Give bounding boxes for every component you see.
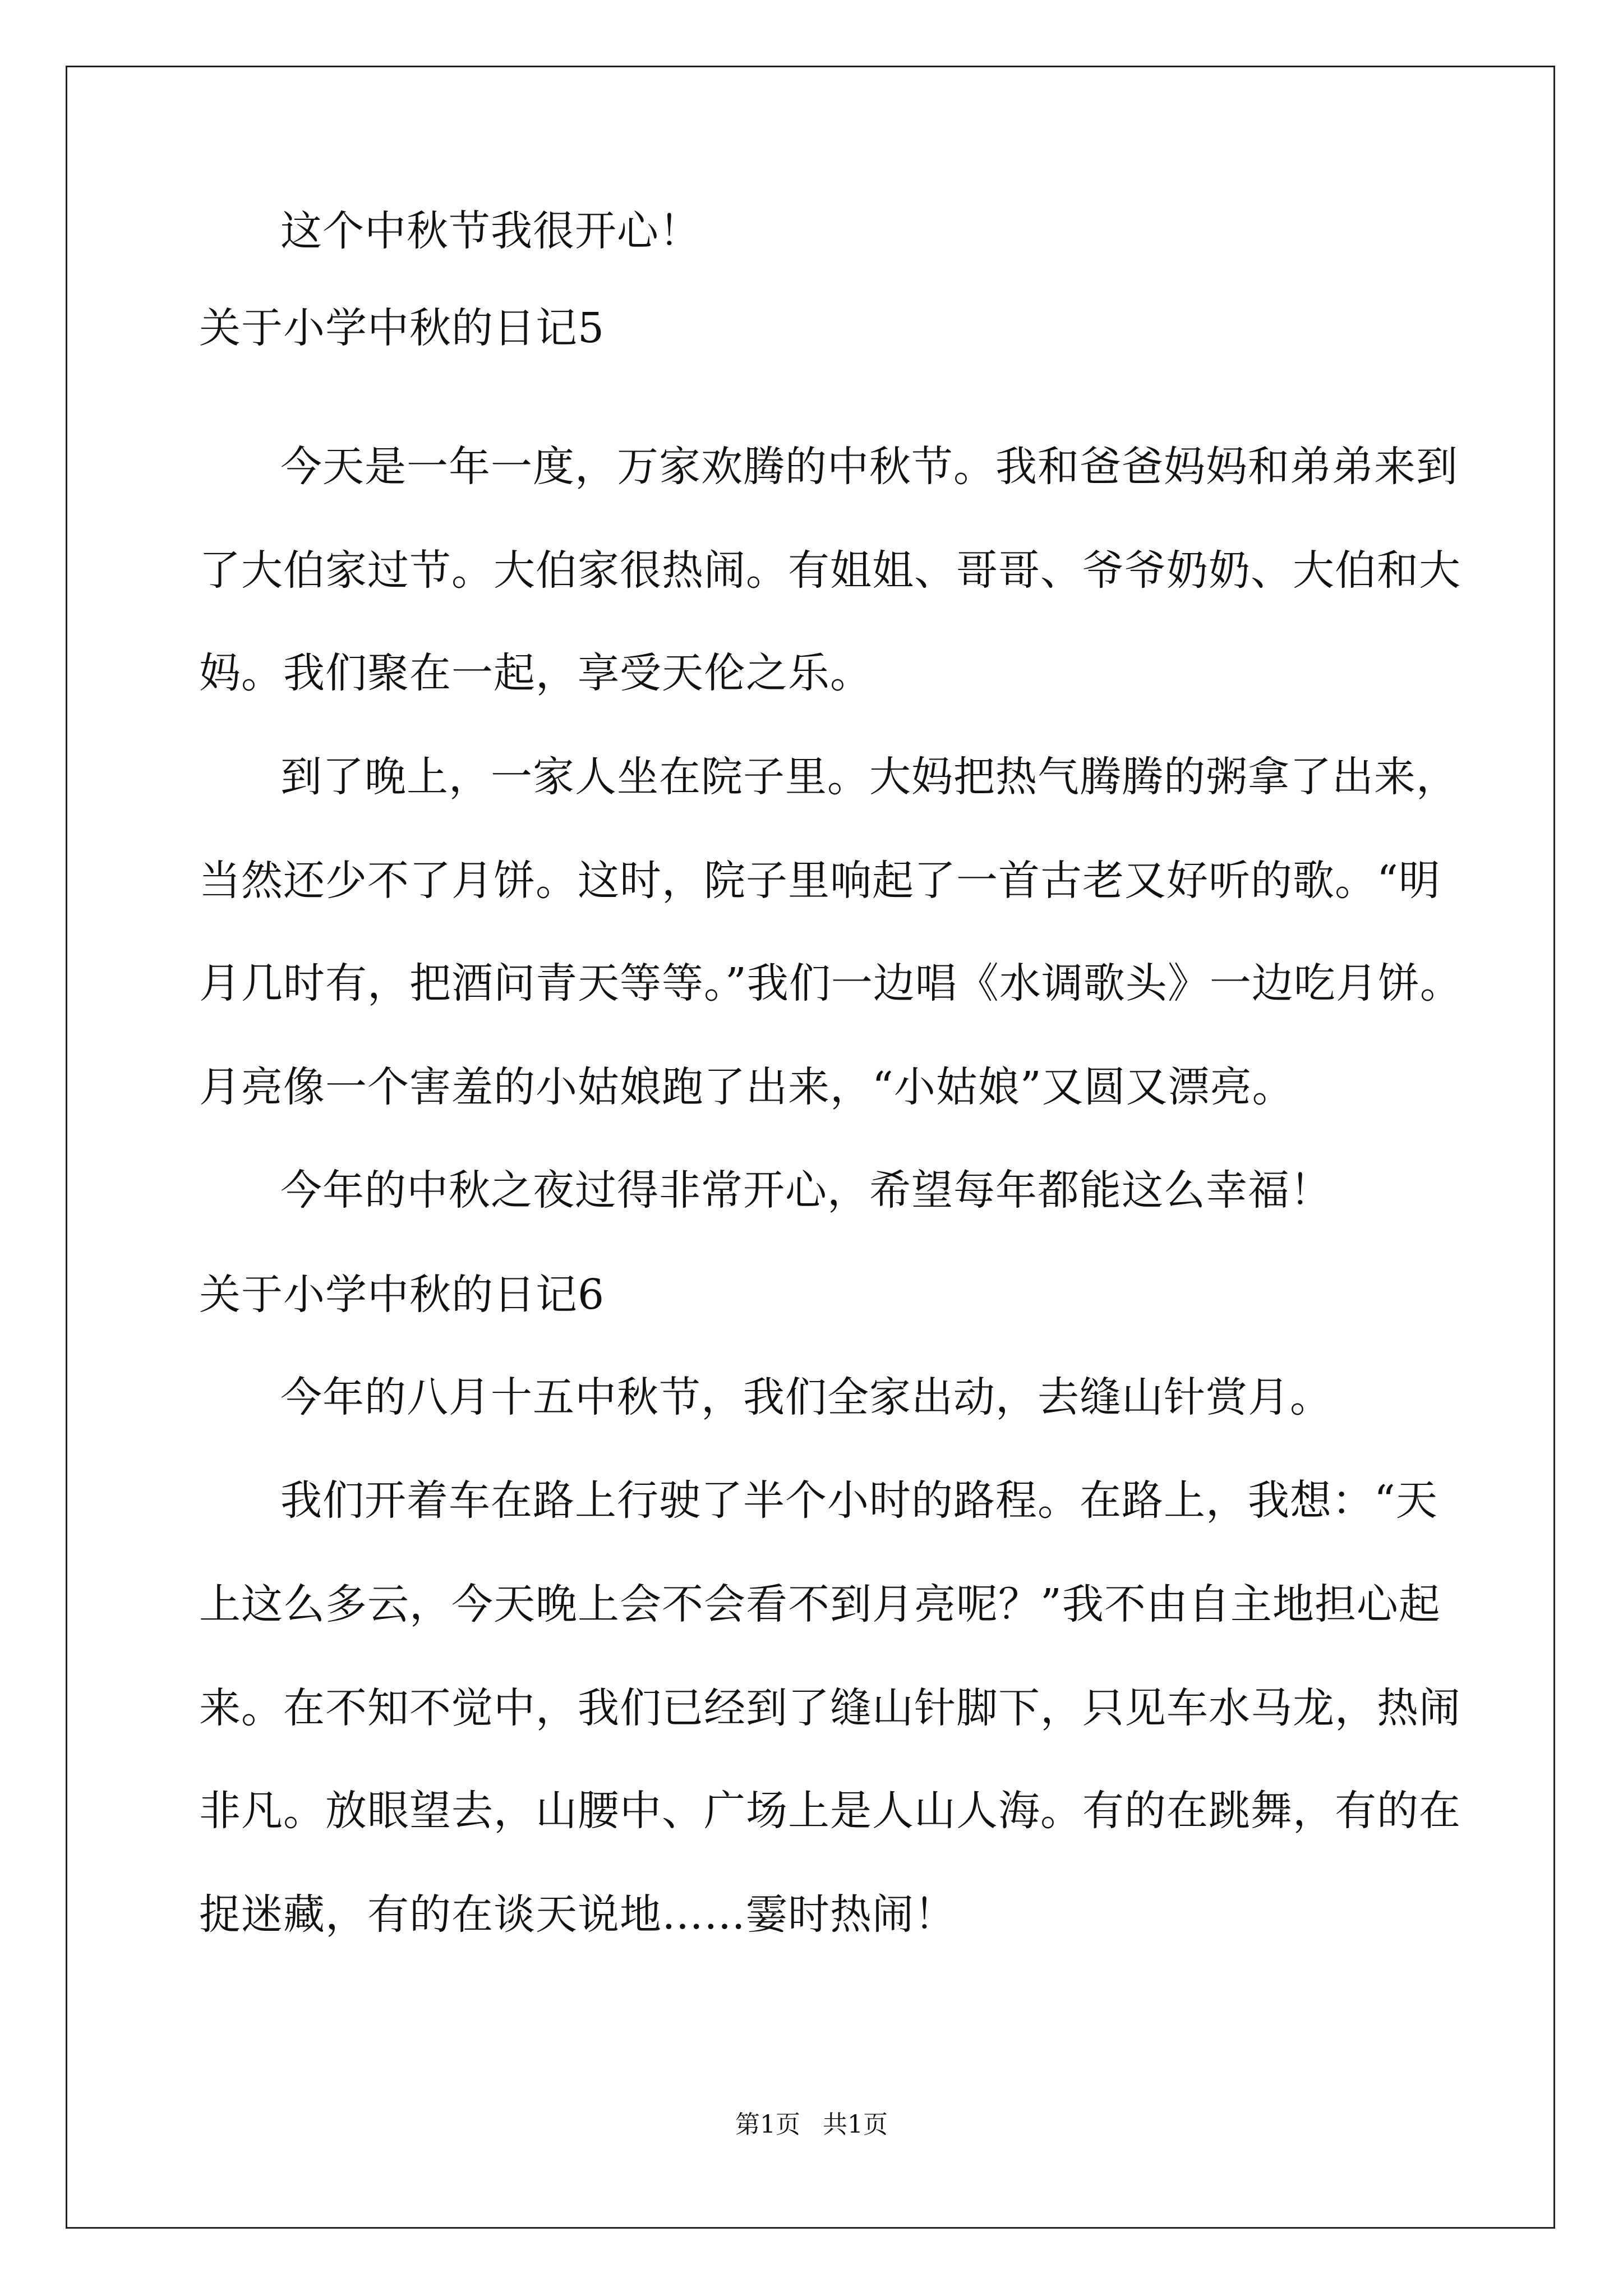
text-line: 妈。我们聚在一起，享受天伦之乐。 — [199, 649, 872, 697]
text-line: 了大伯家过节。大伯家很热闹。有姐姐、哥哥、爷爷奶奶、大伯和大 — [199, 546, 1461, 595]
text-line: 非凡。放眼望去，山腰中、广场上是人山人海。有的在跳舞，有的在 — [199, 1787, 1461, 1835]
text-line: 月亮像一个害羞的小姑娘跑了出来，“小姑娘”又圆又漂亮。 — [199, 1063, 1294, 1111]
text-line: 这个中秋节我很开心！ — [280, 207, 701, 255]
section-heading: 关于小学中秋的日记6 — [199, 1271, 605, 1319]
text-line: 我们开着车在路上行驶了半个小时的路程。在路上，我想：“天 — [280, 1476, 1438, 1525]
section-heading: 关于小学中秋的日记5 — [199, 304, 605, 352]
text-line: 当然还少不了月饼。这时，院子里响起了一首古老又好听的歌。“明 — [199, 857, 1441, 905]
text-line: 捉迷藏，有的在谈天说地……霎时热闹！ — [199, 1890, 956, 1939]
text-line: 上这么多云，今天晚上会不会看不到月亮呢？”我不由自主地担心起 — [199, 1580, 1441, 1628]
page-total: 共1页 — [823, 2110, 888, 2139]
text-line: 今年的八月十五中秋节，我们全家出动，去缝山针赏月。 — [280, 1373, 1332, 1421]
page-footer — [0, 2108, 1623, 2142]
text-line: 今年的中秋之夜过得非常开心，希望每年都能这么幸福！ — [280, 1166, 1332, 1214]
page-number: 第1页 — [735, 2110, 800, 2139]
text-line: 来。在不知不觉中，我们已经到了缝山针脚下，只见车水马龙，热闹 — [199, 1684, 1461, 1732]
text-line: 到了晚上，一家人坐在院子里。大妈把热气腾腾的粥拿了出来， — [280, 753, 1458, 801]
text-line: 月几时有，把酒问青天等等。”我们一边唱《水调歌头》一边吃月饼。 — [199, 959, 1462, 1007]
text-line: 今天是一年一度，万家欢腾的中秋节。我和爸爸妈妈和弟弟来到 — [280, 443, 1458, 491]
